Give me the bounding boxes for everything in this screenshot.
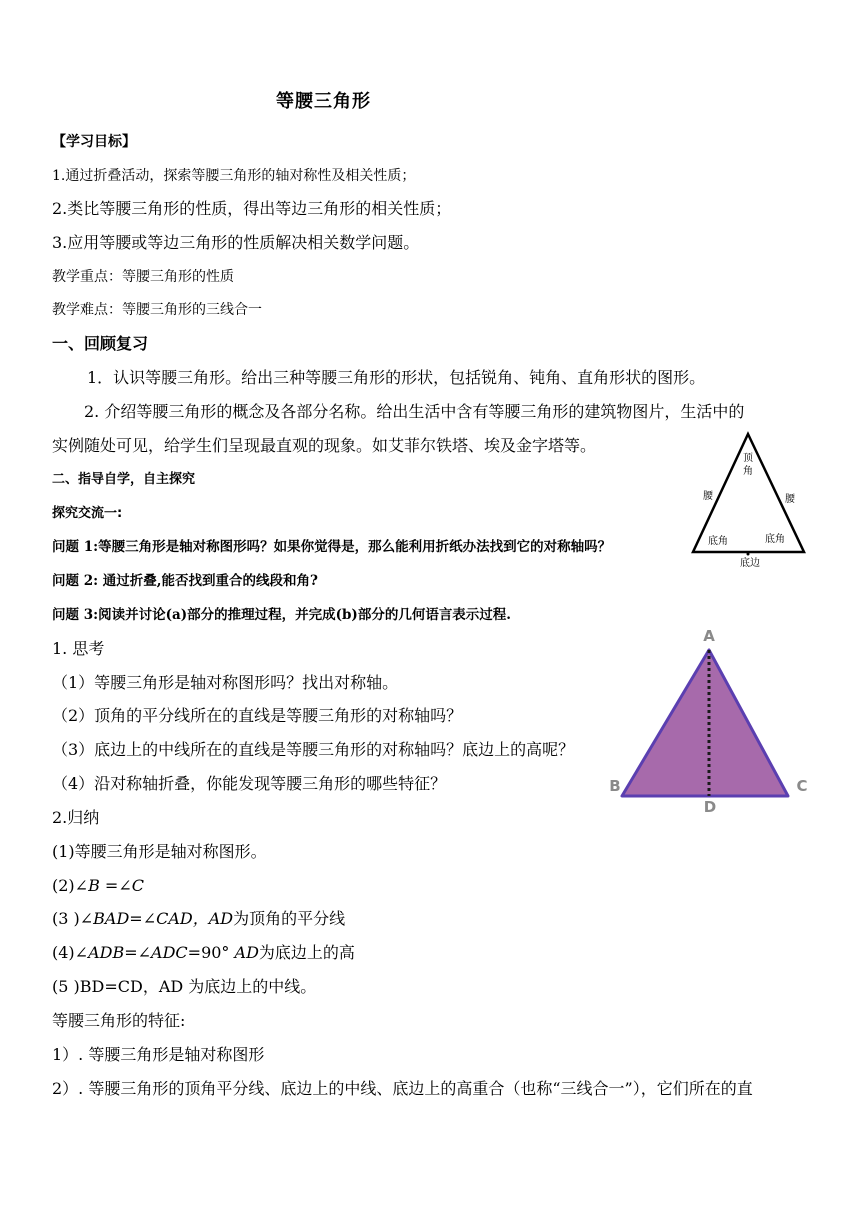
question-3: 问题 3:阅读并讨论(a)部分的推理过程，并完成(b)部分的几何语言表示过程. — [52, 607, 512, 623]
section2-heading: 二、指导自学，自主探究 — [52, 472, 196, 487]
objective-1: 1.通过折叠活动，探索等腰三角形的轴对称性及相关性质； — [52, 168, 416, 184]
features-heading: 等腰三角形的特征: — [52, 1011, 186, 1030]
feature-1: 1）. 等腰三角形是轴对称图形 — [52, 1045, 265, 1064]
conclusion-3-math: ∠BAD=∠CAD，AD — [79, 909, 234, 928]
conclusion-1: (1)等腰三角形是轴对称图形。 — [52, 842, 267, 861]
difficult-point: 教学难点：等腰三角形的三线合一 — [52, 302, 262, 318]
conclusion-2-prefix: (2) — [52, 876, 75, 895]
left-leg-label: 腰 — [703, 491, 713, 502]
think-item-4: （4）沿对称轴折叠，你能发现等腰三角形的哪些特征？ — [52, 774, 447, 793]
page-title: 等腰三角形 — [276, 91, 371, 112]
think-heading: 1. 思考 — [52, 639, 105, 658]
conclusion-4-deg: 90° — [201, 943, 230, 962]
conclusion-4-prefix: (4) — [52, 943, 75, 962]
question-1: 问题 1:等腰三角形是轴对称图形吗？如果你觉得是，那么能利用折纸办法找到它的对称轴吗？ — [52, 539, 612, 555]
base-midpoint-dot — [747, 553, 750, 556]
isosceles-triangle-diagram — [684, 428, 814, 570]
conclusion-4 — [52, 943, 355, 963]
left-base-angle-label: 底角 — [708, 536, 728, 547]
triangle-abc — [622, 650, 788, 796]
key-point: 教学重点：等腰三角形的性质 — [52, 269, 234, 285]
conclusion-4-math2: AD — [234, 943, 259, 962]
right-base-angle-label: 底角 — [765, 534, 785, 545]
question-2: 问题 2: 通过折叠,能否找到重合的线段和角? — [52, 573, 318, 589]
vertex-b-label: B — [609, 777, 621, 795]
think-item-2: （2）顶角的平分线所在的直线是等腰三角形的对称轴吗？ — [52, 706, 463, 725]
conclusion-2-math: ∠B =∠C — [74, 876, 144, 895]
vertex-a-label: A — [703, 627, 715, 645]
explore-label: 探究交流一: — [52, 506, 123, 521]
think-item-3: （3）底边上的中线所在的直线是等腰三角形的对称轴吗？底边上的高呢？ — [52, 740, 575, 759]
conclusion-3-suffix: 为顶角的平分线 — [233, 909, 346, 928]
objective-2: 2.类比等腰三角形的性质，得出等边三角形的相关性质； — [52, 199, 452, 218]
vertex-d-label: D — [703, 798, 717, 816]
conclusion-4-suffix: 为底边上的高 — [258, 943, 355, 962]
apex-angle-label-2: 角 — [743, 466, 753, 477]
review-item-2-line1: 2. 介绍等腰三角形的概念及各部分名称。给出生活中含有等腰三角形的建筑物图片，生活中的 — [84, 402, 745, 421]
conclusion-5: (5 )BD=CD，AD 为底边上的中线。 — [52, 977, 317, 996]
conclusion-3-prefix: (3 ) — [52, 909, 80, 928]
section1-heading: 一、回顾复习 — [52, 334, 149, 353]
base-label: 底边 — [740, 558, 760, 569]
review-item-1: 1．认识等腰三角形。给出三种等腰三角形的形状，包括锐角、钝角、直角形状的图形。 — [87, 368, 706, 387]
conclusion-2 — [52, 876, 144, 896]
vertex-c-label: C — [796, 777, 808, 795]
triangle-abc-figure — [600, 626, 815, 816]
objective-3: 3.应用等腰或等边三角形的性质解决相关数学问题。 — [52, 233, 420, 252]
conclude-heading: 2.归纳 — [52, 808, 100, 827]
apex-angle-label-1: 顶 — [743, 453, 753, 464]
think-item-1: （1）等腰三角形是轴对称图形吗？找出对称轴。 — [52, 673, 399, 692]
objectives-heading: 【学习目标】 — [52, 134, 136, 150]
right-leg-label: 腰 — [785, 494, 795, 505]
conclusion-3 — [52, 909, 345, 929]
feature-2: 2）. 等腰三角形的顶角平分线、底边上的中线、底边上的高重合（也称“三线合一”），它们所在的直 — [52, 1079, 753, 1098]
review-item-2-line2: 实例随处可见，给学生们呈现最直观的现象。如艾菲尔铁塔、埃及金字塔等。 — [52, 436, 597, 455]
conclusion-4-math: ∠ADB=∠ADC= — [74, 943, 202, 962]
